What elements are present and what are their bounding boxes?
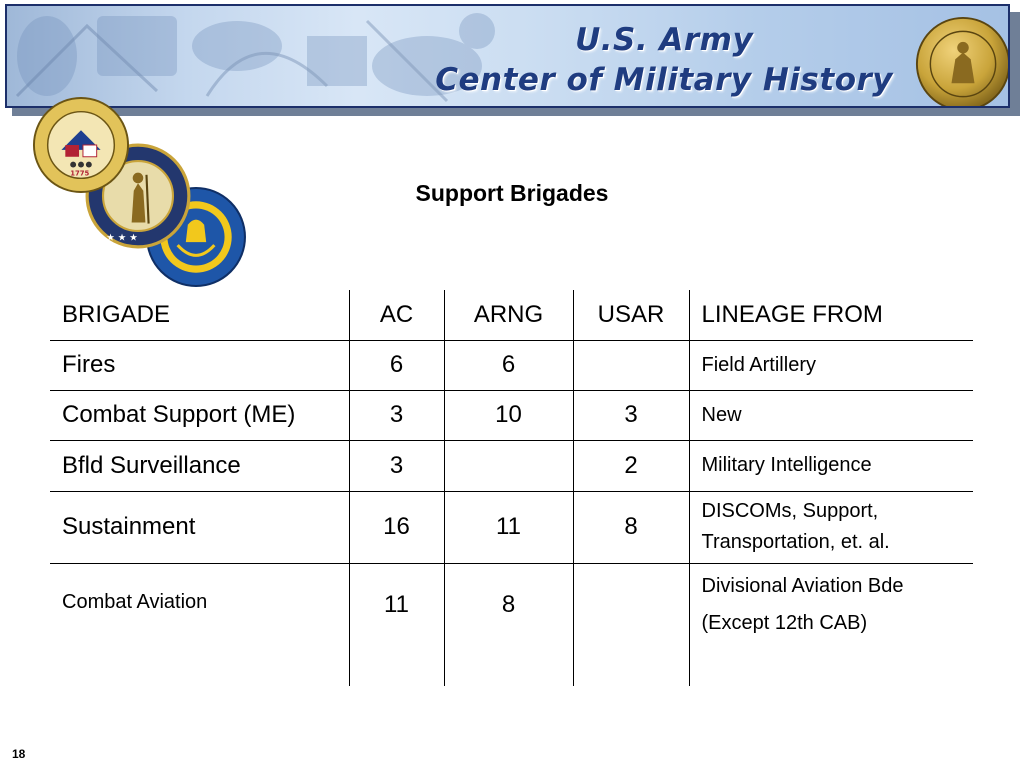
brigade-cell: Combat Aviation (62, 590, 208, 613)
brigade-cell: Sustainment (50, 491, 349, 563)
column-header-lineage: LINEAGE FROM (689, 290, 973, 340)
brigade-cell: Bfld Surveillance (50, 440, 349, 491)
header-banner (5, 4, 1010, 108)
banner-title-line2: Center of Military History (435, 62, 893, 98)
table-row (50, 340, 973, 390)
usar-cell (573, 340, 689, 390)
arng-cell: 10 (444, 390, 573, 440)
arng-cell: 8 (444, 563, 573, 686)
lineage-line: Divisional Aviation Bde (701, 574, 904, 597)
brigade-cell: Combat Support (ME) (50, 390, 349, 440)
ac-cell: 11 (349, 563, 444, 686)
table-row (50, 390, 973, 440)
usar-cell: 3 (573, 390, 689, 440)
lineage-cell: New (689, 390, 973, 440)
ac-cell: 6 (349, 340, 444, 390)
banner-title (435, 20, 893, 100)
ac-cell: 3 (349, 440, 444, 491)
lineage-line: DISCOMs, Support, (701, 500, 879, 522)
page-number: 18 (12, 747, 26, 761)
lineage-line: (Except 12th CAB) (701, 611, 868, 634)
table-row (50, 563, 973, 686)
arng-cell (444, 440, 573, 491)
ac-cell: 3 (349, 390, 444, 440)
table-header-row (50, 290, 973, 340)
arng-cell: 11 (444, 491, 573, 563)
support-brigades-table (50, 290, 973, 686)
table-row (50, 491, 973, 563)
usar-cell (573, 563, 689, 686)
arng-cell: 6 (444, 340, 573, 390)
lineage-cell (689, 491, 973, 563)
column-header-arng: ARNG (444, 290, 573, 340)
cmh-seal-icon (915, 16, 1010, 108)
page-title: Support Brigades (415, 180, 609, 206)
ac-cell: 16 (349, 491, 444, 563)
department-of-army-seal-icon (32, 96, 130, 194)
banner-title-line1: U.S. Army (575, 22, 754, 58)
column-header-brigade: BRIGADE (50, 290, 349, 340)
brigade-cell: Fires (50, 340, 349, 390)
usar-cell: 2 (573, 440, 689, 491)
lineage-cell (689, 563, 973, 686)
svg-text:1775: 1775 (70, 169, 90, 178)
table-row (50, 440, 973, 491)
svg-text:★ ★ ★: ★ ★ ★ (106, 232, 138, 244)
column-header-ac: AC (349, 290, 444, 340)
lineage-cell: Military Intelligence (689, 440, 973, 491)
column-header-usar: USAR (573, 290, 689, 340)
lineage-cell: Field Artillery (689, 340, 973, 390)
usar-cell: 8 (573, 491, 689, 563)
lineage-line: Transportation, et. al. (701, 531, 890, 553)
